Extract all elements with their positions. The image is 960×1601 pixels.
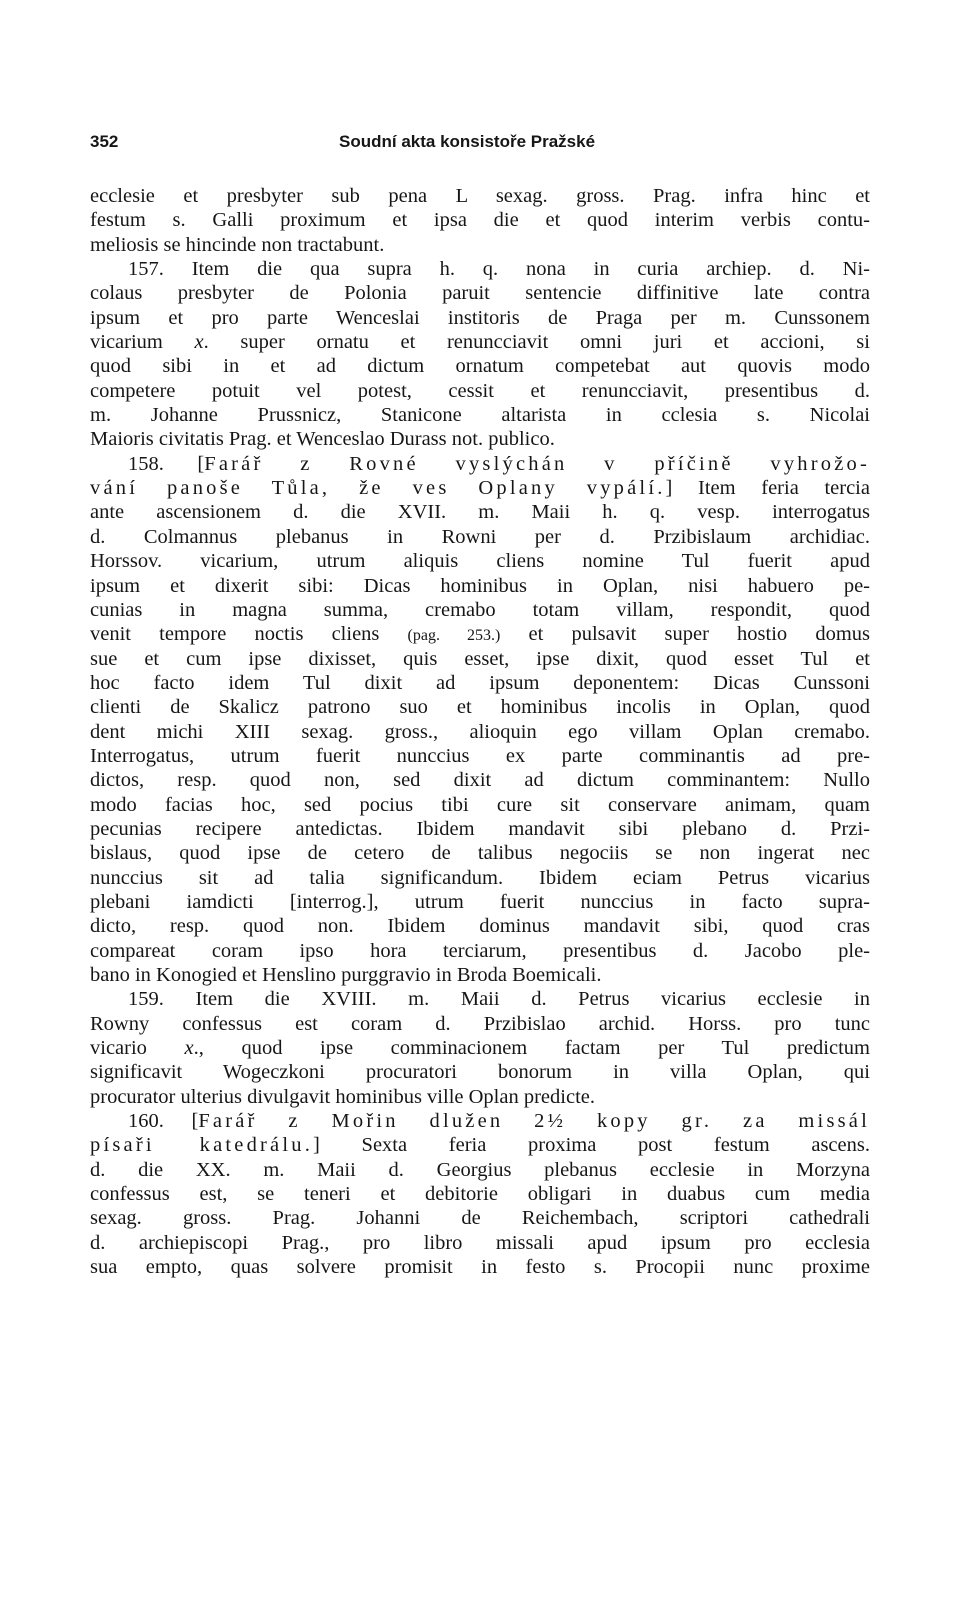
text-line [90, 1206, 870, 1230]
text-line [90, 1255, 870, 1279]
text-line [90, 1012, 870, 1036]
text-segment: d. archiepiscopi Prag., pro libro missali apud ipsum pro ecclesia [90, 1231, 870, 1254]
text-line [90, 939, 870, 963]
text-line [90, 647, 870, 671]
text-line [90, 1060, 870, 1084]
text-segment: quod sibi in et ad dictum ornatum competebat aut quovis modo [90, 355, 870, 378]
text-line [90, 817, 870, 841]
text-segment: m. Johanne Prussnicz, Stanicone altarista in cclesia s. Nicolai [90, 404, 870, 427]
text-segment: clienti de Skalicz patrono suo et hominibus incolis in Oplan, quod [90, 696, 870, 719]
page-reference: (pag. 253.) [407, 627, 501, 645]
text-line [90, 427, 870, 451]
text-segment: ] Item feria tercia [665, 477, 870, 500]
text-segment: ] Sexta feria proxima post festum ascens. [313, 1134, 870, 1157]
text-segment: x [184, 1037, 194, 1060]
text-segment: ecclesie et presbyter sub pena L sexag. gross. Prag. infra hinc et [90, 185, 870, 207]
text-segment: Horssov. vicarium, utrum aliquis cliens nomine Tul fuerit apud [90, 550, 870, 573]
text-line [90, 793, 870, 817]
text-line [90, 233, 870, 257]
text-line [90, 403, 870, 427]
spaced-czech-summary: vání panoše Tůla, že ves Oplany vypálí. [90, 477, 666, 500]
spaced-czech-summary: písaři katedrálu. [90, 1134, 314, 1157]
text-line [90, 914, 870, 938]
body-text [90, 184, 870, 1279]
text-segment: compareat coram ipso hora terciarum, presentibus d. Jacobo ple- [90, 939, 870, 962]
text-line [90, 379, 870, 403]
text-segment: dent michi XIII sexag. gross., alioquin ego villam Oplan cremabo. [90, 720, 870, 743]
text-line [90, 1036, 870, 1060]
text-segment: nunccius sit ad talia significandum. Ibidem eciam Petrus vicarius [90, 866, 870, 889]
text-line [90, 549, 870, 573]
text-segment: festum s. Galli proximum et ipsa die et quod interim verbis contu- [90, 209, 870, 232]
text-segment: modo facias hoc, sed pocius tibi cure sit conservare animam, quam [90, 793, 870, 816]
text-segment: ante ascensionem d. die XVII. m. Maii h. q. vesp. interrogatus [90, 501, 870, 524]
spaced-czech-summary: Farář z Mořin dlužen 2½ kopy gr. za missál [198, 1110, 871, 1133]
text-segment: procurator ulterius divulgavit hominibus ville Oplan predicte. [90, 1085, 595, 1108]
text-segment: pecunias recipere antedictas. Ibidem mandavit sibi plebano d. Przi- [90, 817, 870, 840]
page-number: 352 [90, 132, 119, 151]
text-segment: Maioris civitatis Prag. et Wenceslao Durass not. publico. [90, 428, 555, 451]
text-segment: colaus presbyter de Polonia paruit sentencie diffinitive late contra [90, 282, 870, 305]
text-line [90, 354, 870, 378]
text-line [90, 1158, 870, 1182]
text-line [90, 1133, 870, 1157]
text-line [90, 306, 870, 330]
text-line [90, 452, 870, 476]
text-segment: d. die XX. m. Maii d. Georgius plebanus ecclesie in Morzyna [90, 1158, 870, 1181]
text-segment: competere potuit vel potest, cessit et renuncciavit, presentibus d. [90, 379, 870, 402]
text-segment: ., quod ipse comminacionem factam per Tul predictum [193, 1037, 870, 1060]
page-header [90, 132, 870, 156]
text-segment: cunias in magna summa, cremabo totam villam, respondit, quod [90, 598, 870, 621]
text-segment: et pulsavit super hostio domus [500, 623, 870, 646]
text-segment: sexag. gross. Prag. Johanni de Reichembach, scriptori cathedrali [90, 1207, 870, 1230]
text-line [90, 525, 870, 549]
text-line [90, 987, 870, 1011]
text-segment: 160. [ [128, 1110, 199, 1133]
text-segment: 157. Item die qua supra h. q. nona in curia archiep. d. Ni- [128, 258, 870, 281]
text-line [90, 622, 870, 646]
text-segment: bano in Konogied et Henslino purggravio in Broda Boemicali. [90, 964, 602, 986]
text-segment: significavit Wogeczkoni procuratori bonorum in villa Oplan, qui [90, 1061, 870, 1084]
text-line [90, 1109, 870, 1133]
text-segment: 158. [ [128, 452, 205, 475]
text-line [90, 963, 870, 987]
text-line [90, 330, 870, 354]
text-line [90, 184, 870, 208]
text-segment: Rowny confessus est coram d. Przibislao archid. Horss. pro tunc [90, 1012, 870, 1035]
text-line [90, 574, 870, 598]
text-segment: Interrogatus, utrum fuerit nunccius ex parte comminantis ad pre- [90, 744, 870, 767]
text-segment: bislaus, quod ipse de cetero de talibus negociis se non ingerat nec [90, 842, 870, 865]
text-line [90, 841, 870, 865]
text-line [90, 671, 870, 695]
text-line [90, 208, 870, 232]
text-line [90, 768, 870, 792]
text-segment: dicto, resp. quod non. Ibidem dominus mandavit sibi, quod cras [90, 915, 870, 938]
text-segment: ipsum et pro parte Wenceslai institoris de Praga per m. Cunssonem [90, 306, 870, 329]
text-line [90, 695, 870, 719]
text-segment: ipsum et dixerit sibi: Dicas hominibus in Oplan, nisi habuero pe- [90, 574, 870, 597]
text-line [90, 720, 870, 744]
text-segment: vicario [90, 1037, 185, 1060]
text-segment: vicarium [90, 331, 195, 354]
text-segment: dictos, resp. quod non, sed dixit ad dictum comminantem: Nullo [90, 769, 870, 792]
text-line [90, 598, 870, 622]
text-segment: hoc facto idem Tul dixit ad ipsum deponentem: Dicas Cunssoni [90, 671, 870, 694]
text-segment: confessus est, se teneri et debitorie obligari in duabus cum media [90, 1183, 870, 1206]
text-segment: sua empto, quas solvere promisit in festo s. Procopii nunc proxime [90, 1256, 870, 1279]
text-line [90, 866, 870, 890]
text-segment: meliosis se hincinde non tractabunt. [90, 233, 385, 256]
text-line [90, 890, 870, 914]
text-segment: plebani iamdicti [interrog.], utrum fuerit nunccius in facto supra- [90, 890, 870, 913]
text-segment: d. Colmannus plebanus in Rowni per d. Przibislaum archidiac. [90, 525, 870, 548]
text-segment: . super ornatu et renuncciavit omni juri et accioni, si [203, 331, 870, 354]
text-segment: 159. Item die XVIII. m. Maii d. Petrus vicarius ecclesie in [128, 988, 870, 1011]
text-line [90, 281, 870, 305]
text-segment: x [194, 331, 204, 354]
text-line [90, 476, 870, 500]
text-line [90, 744, 870, 768]
text-segment: venit tempore noctis cliens [90, 623, 408, 646]
text-line [90, 500, 870, 524]
text-line [90, 1085, 870, 1109]
text-segment: sue et cum ipse dixisset, quis esset, ipse dixit, quod esset Tul et [90, 647, 870, 670]
text-line [90, 257, 870, 281]
running-title: Soudní akta konsistoře Pražské [339, 132, 596, 151]
text-line [90, 1182, 870, 1206]
spaced-czech-summary: Farář z Rovné vyslýchán v příčině vyhrožo- [204, 452, 871, 475]
text-line [90, 1231, 870, 1255]
